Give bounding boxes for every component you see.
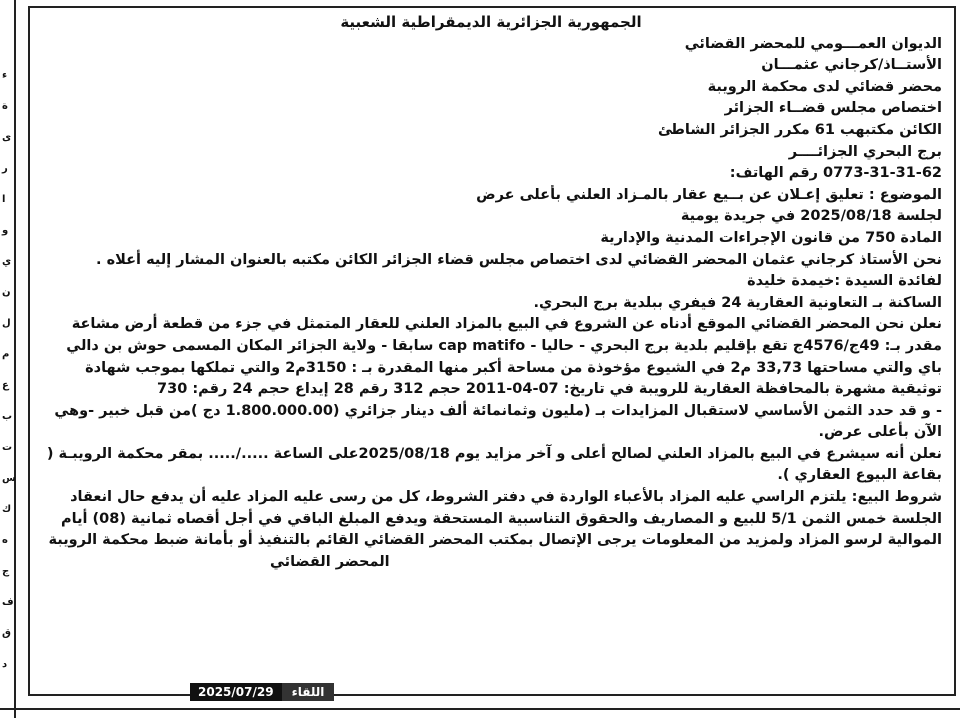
strip-glyph: ج (2, 566, 10, 577)
republic-header: الجمهورية الجزائرية الديمقراطية الشعبية (340, 13, 642, 31)
auction-paragraph: نعلن أنه سيشرع في البيع بالمزاد العلني لصالح أعلى و آخر مزايد يوم 2025/08/18على الساعة ...../..... بمقر محكمة الرويبـة ( بقاعة البيوع العقاري ). (46, 445, 942, 484)
strip-glyph: ب (2, 411, 13, 422)
strip-glyph: ء (2, 70, 8, 81)
price-paragraph: - و قد حدد الثمن الأساسي لاستقبال المزايدات بـ (مليون وثمانمائة ألف دينار جزائري (1.800.000.00 دج )من قبل خبير -وهي الآن بأعلى عرض. (54, 402, 942, 441)
strip-glyph: س (2, 473, 16, 484)
strip-glyph: ع (2, 380, 9, 391)
article-line: المادة 750 من قانون الإجراءات المدنية والإدارية (600, 229, 942, 246)
strip-glyph: ق (2, 628, 11, 639)
bailiff-name: الأستــاذ/كرجاني عثمـــان (761, 57, 942, 74)
stamp-date: 2025/07/29 (190, 683, 282, 701)
session-line: لجلسة 2025/08/18 في جريدة يومية (680, 208, 942, 225)
signature-label: المحضر القضائي (270, 553, 390, 570)
stamp-newspaper: اللقاء (282, 683, 335, 701)
strip-glyph: ك (2, 504, 12, 515)
jurisdiction-line: اختصاص مجلس قضــاء الجزائر (724, 100, 942, 117)
phone-line: 0773-31-31-62 رقم الهاتف: (729, 165, 942, 182)
bottom-rule (0, 708, 960, 710)
intro-paragraph: نحن الأستاذ كرجاني عثمان المحضر القضائي لدى اختصاص مجلس قضاء الجزائر الكائن مكتبه بالعنوان المشار إليه أعلاه . (96, 251, 942, 268)
strip-glyph: ن (2, 287, 11, 298)
strip-glyph: ى (2, 132, 12, 143)
strip-glyph: ر (2, 163, 8, 174)
strip-glyph: ه (2, 535, 8, 546)
notice-content (40, 12, 942, 674)
auction-notice (28, 6, 956, 699)
strip-glyph: ا (2, 194, 6, 205)
office-title: الديوان العمـــومي للمحضر القضائي (684, 35, 942, 52)
announcement-paragraph: نعلن نحن المحضر القضائي الموقع أدناه عن الشروع في البيع بالمزاد العلني للعقار المتمثل في جزء من قطعة أرض مشاعة مقدر بـ: 49ج/4576ج تقع بإقليم بلدية برج البحري - حاليا - cap matifo سابقا - ولاية الجزائر المكان المسمى حوش بن دالي باي والتي مساحتها 33,73 م2 في الشيوع مؤخوذة من مساحة أكبر منها المقدرة بـ : 3150م2 والتي تملكها بموجب شهادة توثيقية مشهرة بالمحافظة العقارية للرويبة في تاريخ: 07-04-2011 حجم 312 رقم 28 إيداع حجم 24 رقم: 730 (66, 316, 942, 398)
residence-line: الساكنة بـ التعاونية العقارية 24 فيفري ببلدية برج البحري. (533, 294, 942, 311)
beneficiary-line: لفائدة السيدة :خيمدة خليدة (747, 273, 942, 290)
strip-glyph: م (2, 349, 10, 360)
district-line: برج البحري الجزائــــر (788, 143, 942, 160)
strip-glyph: و (2, 225, 9, 236)
strip-glyph: ل (2, 318, 11, 329)
strip-glyph: ف (2, 597, 14, 608)
publication-stamp (190, 683, 334, 701)
strip-glyph: ة (2, 101, 8, 112)
court-line: محضر قضائي لدى محكمة الرويبة (707, 78, 942, 95)
strip-glyph: د (2, 659, 8, 670)
strip-glyph: ت (2, 442, 13, 453)
adjacent-column-strip (0, 0, 16, 718)
subject-line: الموضوع : تعليق إعـلان عن بــيع عقار بالمـزاد العلني بأعلى عرض (476, 186, 942, 203)
strip-glyph: ي (2, 256, 12, 267)
conditions-paragraph: شروط البيع: يلتزم الراسي عليه المزاد بالأعباء الواردة في دفتر الشروط، كل من رسى عليه المزاد عليه أن يدفع حال انعقاد الجلسة خمس الثمن 5/1 للبيع و المصاريف والحقوق التناسبية المستحقة ويدفع المبلغ الباقي في أجل أقصاه ثمانية (08) أيام الموالية لرسو المزاد ولمزيد من المعلومات يرجى الإتصال بمكتب المحضر القضائي القائم بالتنفيذ أو بأمانة ضبط محكمة الرويبة (48, 489, 942, 549)
address-line: الكائن مكتبهب 61 مكرر الجزائر الشاطئ (657, 121, 942, 138)
